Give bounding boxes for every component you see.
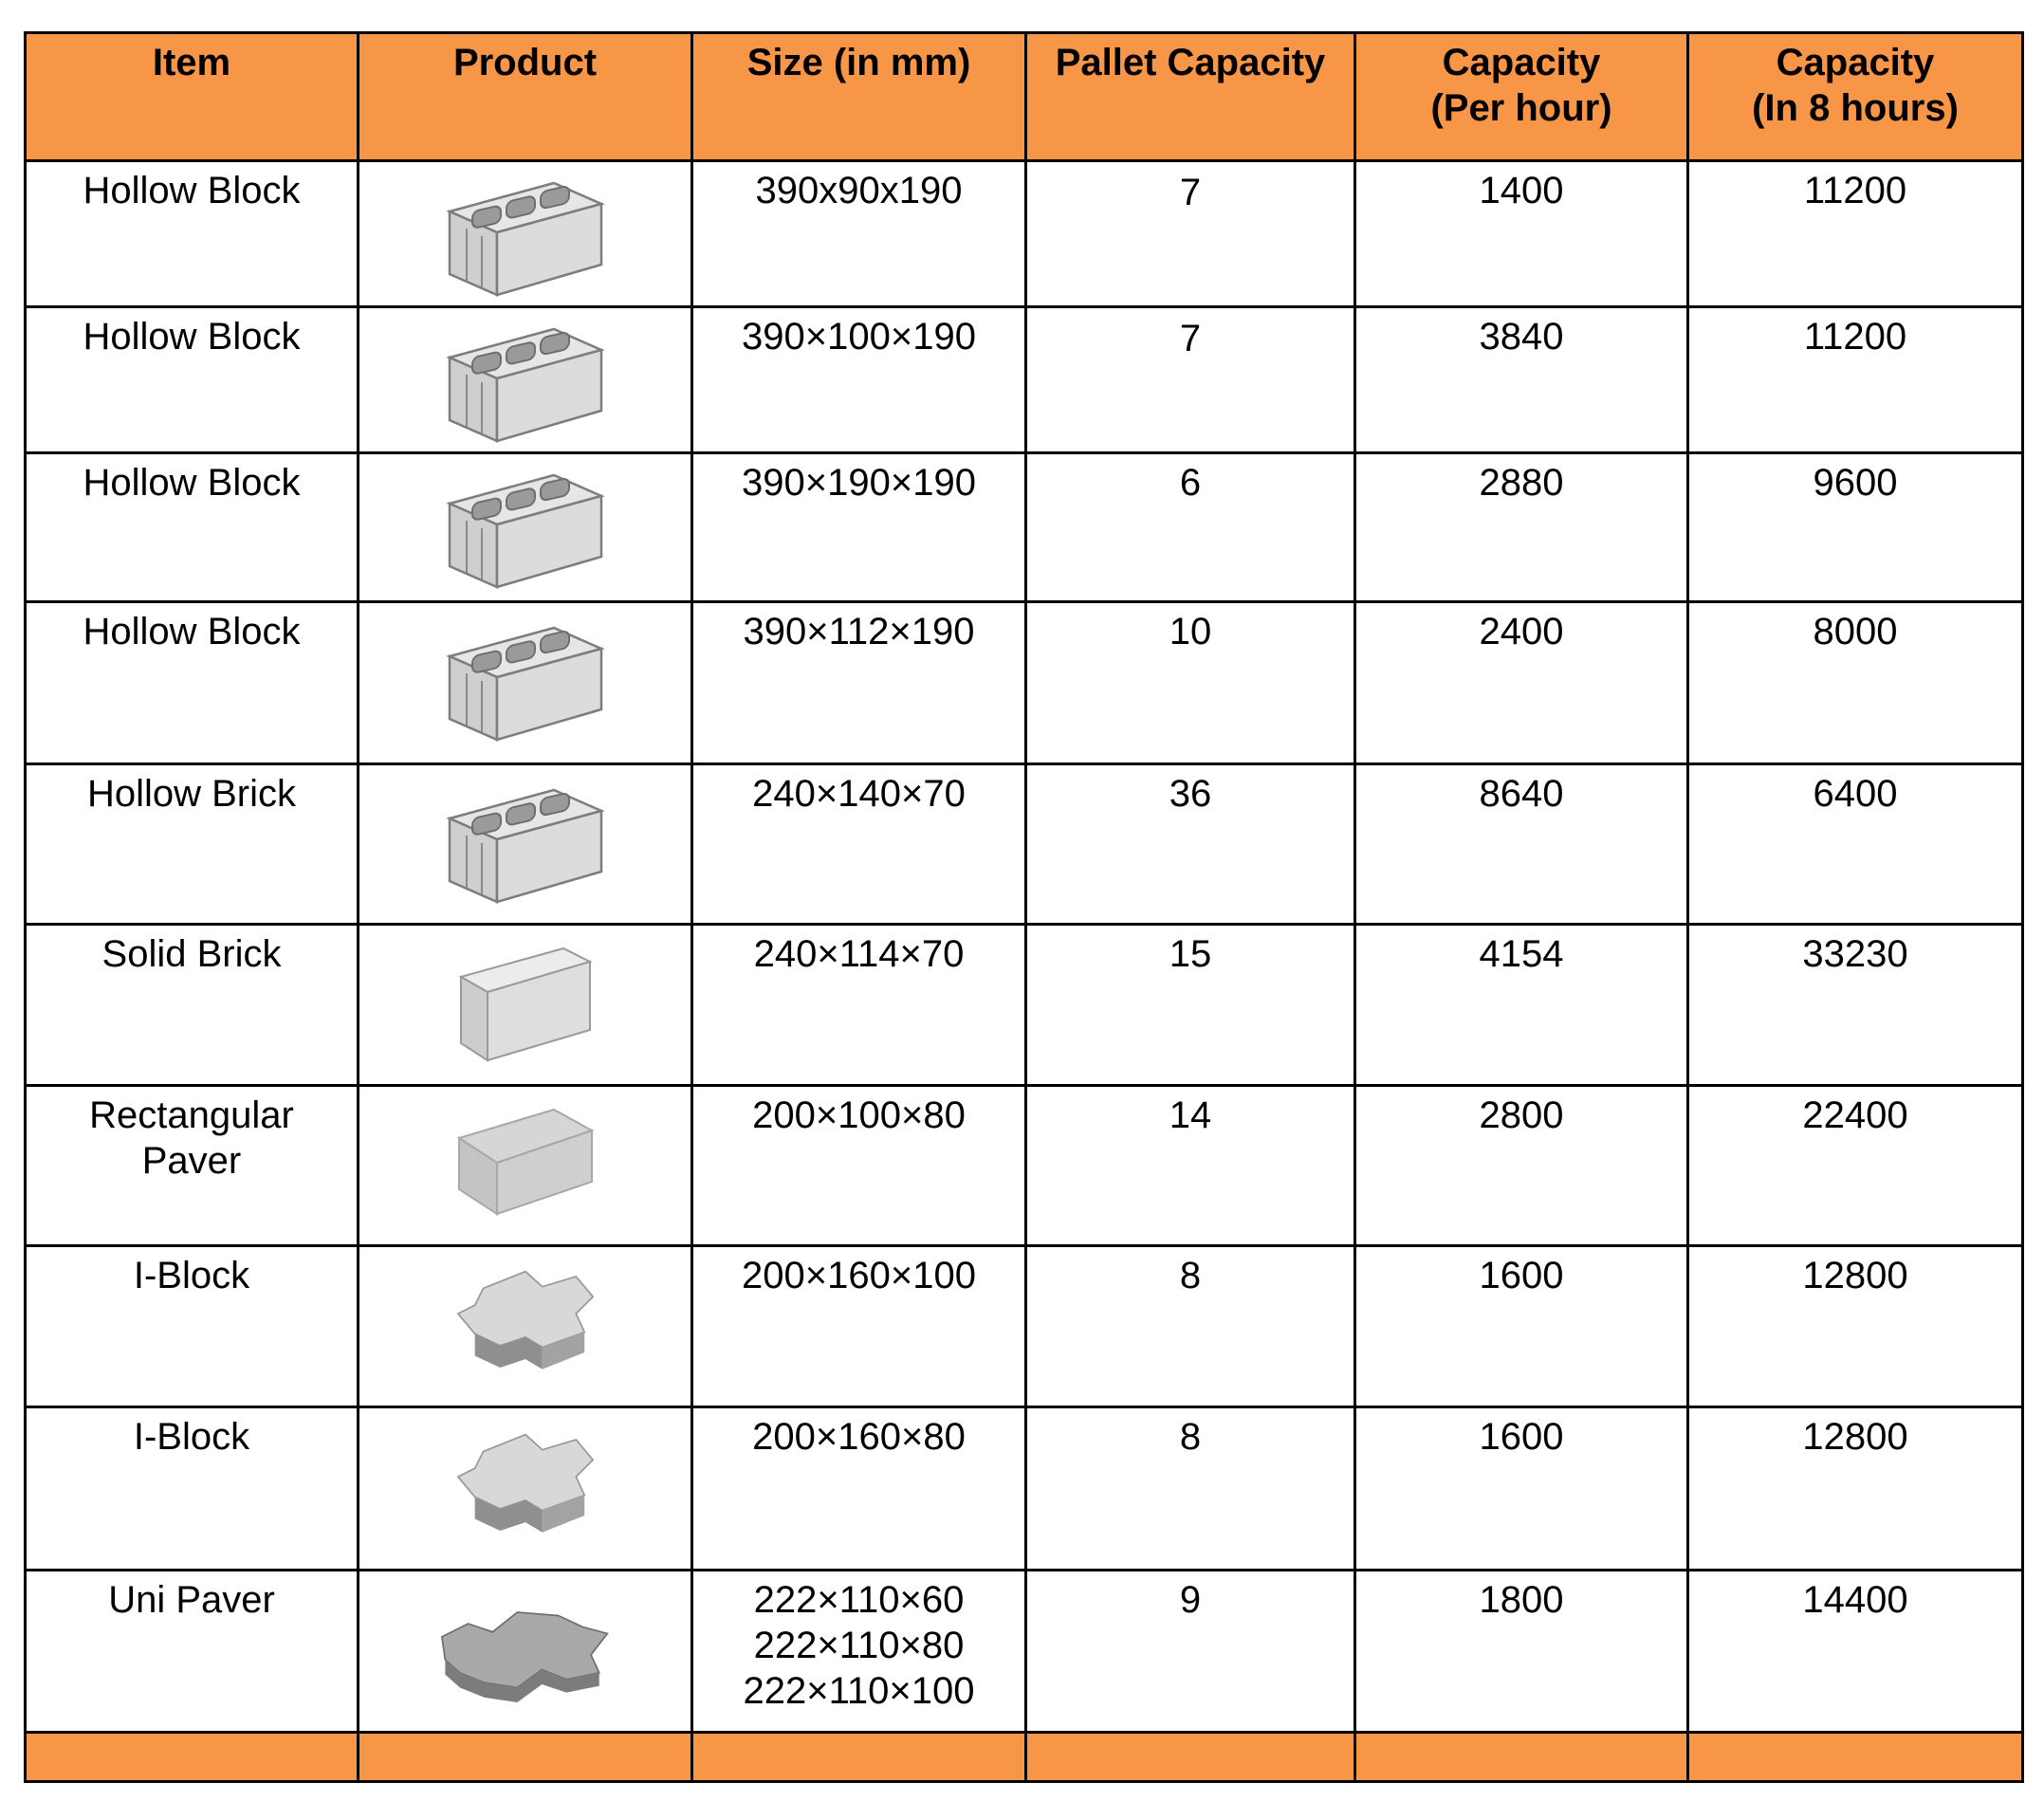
eight-hours-cell: 14400 bbox=[1688, 1571, 2023, 1733]
per-hour-cell: 3840 bbox=[1355, 307, 1688, 453]
per-hour-cell: 1600 bbox=[1355, 1407, 1688, 1571]
eight-hours-cell: 12800 bbox=[1688, 1407, 2023, 1571]
per-hour-cell: 2880 bbox=[1355, 453, 1688, 602]
eight-hours-cell: 11200 bbox=[1688, 307, 2023, 453]
pallet-cell: 15 bbox=[1026, 925, 1355, 1086]
size-cell: 390×112×190 bbox=[692, 602, 1026, 764]
footer-cell bbox=[692, 1733, 1026, 1782]
product-cell bbox=[359, 1086, 692, 1246]
item-cell: Uni Paver bbox=[26, 1571, 359, 1733]
hollow-block-icon bbox=[440, 320, 611, 443]
hollow-block-icon bbox=[440, 466, 611, 589]
item-cell: I-Block bbox=[26, 1407, 359, 1571]
eight-hours-cell: 33230 bbox=[1688, 925, 2023, 1086]
header-size: Size (in mm) bbox=[692, 33, 1026, 161]
table-row bbox=[26, 764, 2023, 925]
pallet-cell: 7 bbox=[1026, 307, 1355, 453]
header-capacity-8-hours-line1: Capacity bbox=[1776, 42, 1935, 83]
header-capacity-per-hour bbox=[1355, 33, 1688, 161]
product-cell bbox=[359, 602, 692, 764]
eight-hours-cell: 22400 bbox=[1688, 1086, 2023, 1246]
item-cell: Hollow Brick bbox=[26, 764, 359, 925]
per-hour-cell: 2800 bbox=[1355, 1086, 1688, 1246]
product-cell bbox=[359, 1571, 692, 1733]
pallet-cell: 9 bbox=[1026, 1571, 1355, 1733]
header-item: Item bbox=[26, 33, 359, 161]
eight-hours-cell: 9600 bbox=[1688, 453, 2023, 602]
size-cell: 390×190×190 bbox=[692, 453, 1026, 602]
header-row bbox=[26, 33, 2023, 161]
table-row bbox=[26, 307, 2023, 453]
product-cell bbox=[359, 453, 692, 602]
table-row bbox=[26, 1407, 2023, 1571]
size-cell: 240×114×70 bbox=[692, 925, 1026, 1086]
rectangular-paver-icon bbox=[450, 1100, 601, 1223]
table-row bbox=[26, 453, 2023, 602]
hollow-block-icon bbox=[440, 618, 611, 742]
eight-hours-cell: 8000 bbox=[1688, 602, 2023, 764]
pallet-cell: 8 bbox=[1026, 1246, 1355, 1407]
size-cell: 200×100×80 bbox=[692, 1086, 1026, 1246]
solid-brick-icon bbox=[450, 939, 601, 1062]
item-cell: Solid Brick bbox=[26, 925, 359, 1086]
per-hour-cell: 1400 bbox=[1355, 161, 1688, 307]
size-cell: 240×140×70 bbox=[692, 764, 1026, 925]
i-block-icon bbox=[450, 1424, 601, 1547]
product-cell bbox=[359, 1246, 692, 1407]
header-capacity-per-hour-line2: (Per hour) bbox=[1430, 87, 1612, 129]
header-capacity-8-hours-line2: (In 8 hours) bbox=[1752, 87, 1959, 129]
size-cell: 200×160×80 bbox=[692, 1407, 1026, 1571]
header-capacity-per-hour-line1: Capacity bbox=[1442, 42, 1601, 83]
hollow-block-icon bbox=[440, 781, 611, 904]
item-cell: Hollow Block bbox=[26, 453, 359, 602]
eight-hours-cell: 6400 bbox=[1688, 764, 2023, 925]
table-row bbox=[26, 1571, 2023, 1733]
item-label-line2: Paver bbox=[141, 1140, 242, 1182]
item-label-line1: Rectangular bbox=[89, 1094, 294, 1136]
uni-paver-icon bbox=[435, 1587, 616, 1710]
item-cell: Hollow Block bbox=[26, 602, 359, 764]
size-cell: 390×100×190 bbox=[692, 307, 1026, 453]
footer-cell bbox=[359, 1733, 692, 1782]
size-line: 222×110×80 bbox=[753, 1625, 965, 1666]
size-cell: 390x90x190 bbox=[692, 161, 1026, 307]
table-row bbox=[26, 161, 2023, 307]
per-hour-cell: 1600 bbox=[1355, 1246, 1688, 1407]
table-row bbox=[26, 602, 2023, 764]
eight-hours-cell: 12800 bbox=[1688, 1246, 2023, 1407]
product-cell bbox=[359, 764, 692, 925]
footer-cell bbox=[1688, 1733, 2023, 1782]
pallet-cell: 10 bbox=[1026, 602, 1355, 764]
item-cell: I-Block bbox=[26, 1246, 359, 1407]
table-row bbox=[26, 1086, 2023, 1246]
product-spec-table bbox=[24, 31, 2024, 1783]
per-hour-cell: 8640 bbox=[1355, 764, 1688, 925]
hollow-block-icon bbox=[440, 174, 611, 297]
product-cell bbox=[359, 307, 692, 453]
per-hour-cell: 4154 bbox=[1355, 925, 1688, 1086]
i-block-icon bbox=[450, 1260, 601, 1384]
product-cell bbox=[359, 1407, 692, 1571]
size-cell: 200×160×100 bbox=[692, 1246, 1026, 1407]
header-pallet-capacity: Pallet Capacity bbox=[1026, 33, 1355, 161]
per-hour-cell: 2400 bbox=[1355, 602, 1688, 764]
size-cell bbox=[692, 1571, 1026, 1733]
size-line: 222×110×60 bbox=[753, 1579, 965, 1621]
item-cell: Hollow Block bbox=[26, 307, 359, 453]
footer-cell bbox=[26, 1733, 359, 1782]
pallet-cell: 6 bbox=[1026, 453, 1355, 602]
product-cell bbox=[359, 161, 692, 307]
footer-cell bbox=[1355, 1733, 1688, 1782]
size-line: 222×110×100 bbox=[743, 1670, 975, 1712]
per-hour-cell: 1800 bbox=[1355, 1571, 1688, 1733]
header-capacity-8-hours bbox=[1688, 33, 2023, 161]
item-cell bbox=[26, 1086, 359, 1246]
pallet-cell: 8 bbox=[1026, 1407, 1355, 1571]
pallet-cell: 14 bbox=[1026, 1086, 1355, 1246]
item-cell: Hollow Block bbox=[26, 161, 359, 307]
table-row bbox=[26, 925, 2023, 1086]
header-product: Product bbox=[359, 33, 692, 161]
table-row bbox=[26, 1246, 2023, 1407]
pallet-cell: 36 bbox=[1026, 764, 1355, 925]
footer-row bbox=[26, 1733, 2023, 1782]
product-cell bbox=[359, 925, 692, 1086]
eight-hours-cell: 11200 bbox=[1688, 161, 2023, 307]
pallet-cell: 7 bbox=[1026, 161, 1355, 307]
footer-cell bbox=[1026, 1733, 1355, 1782]
